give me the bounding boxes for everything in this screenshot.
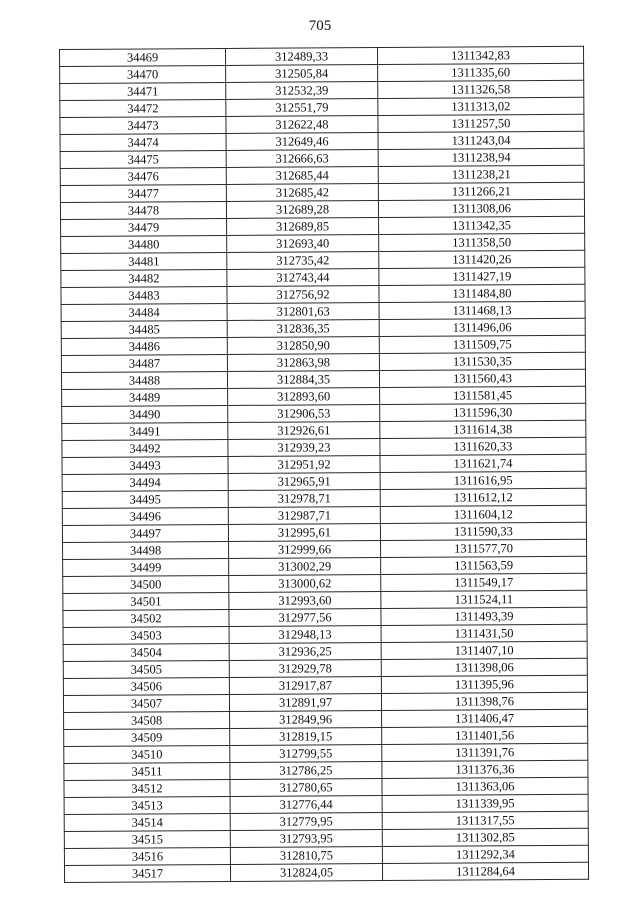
y-coordinate-cell: 1311326,58 (378, 80, 584, 98)
point-number-cell: 34477 (60, 184, 226, 202)
x-coordinate-cell: 312891,97 (229, 694, 381, 712)
page-number: 705 (308, 18, 332, 34)
x-coordinate-cell: 312799,55 (230, 745, 382, 763)
point-number-cell: 34507 (63, 694, 229, 712)
point-number-cell: 34478 (60, 201, 226, 219)
y-coordinate-cell: 1311363,06 (382, 777, 588, 795)
point-number-cell: 34502 (63, 609, 229, 627)
y-coordinate-cell: 1311496,06 (379, 318, 585, 336)
x-coordinate-cell: 312978,71 (228, 490, 380, 508)
point-number-cell: 34496 (62, 507, 228, 525)
point-number-cell: 34516 (64, 847, 230, 865)
x-coordinate-cell: 312995,61 (228, 524, 380, 542)
x-coordinate-cell: 312977,56 (229, 609, 381, 627)
y-coordinate-cell: 1311342,35 (379, 216, 585, 234)
y-coordinate-cell: 1311313,02 (378, 97, 584, 115)
x-coordinate-cell: 312819,15 (230, 728, 382, 746)
y-coordinate-cell: 1311317,55 (382, 811, 588, 829)
point-number-cell: 34493 (62, 456, 228, 474)
point-number-cell: 34474 (60, 133, 226, 151)
x-coordinate-cell: 312532,39 (226, 82, 378, 100)
point-number-cell: 34480 (61, 235, 227, 253)
x-coordinate-cell: 312666,63 (226, 150, 378, 168)
y-coordinate-cell: 1311524,11 (381, 590, 587, 608)
x-coordinate-cell: 312810,75 (230, 847, 382, 865)
y-coordinate-cell: 1311266,21 (378, 182, 584, 200)
y-coordinate-cell: 1311616,95 (380, 471, 586, 489)
y-coordinate-cell: 1311407,10 (381, 641, 587, 659)
point-number-cell: 34484 (61, 303, 227, 321)
y-coordinate-cell: 1311308,06 (378, 199, 584, 217)
x-coordinate-cell: 312801,63 (227, 303, 379, 321)
x-coordinate-cell: 312649,46 (226, 133, 378, 151)
y-coordinate-cell: 1311493,39 (381, 607, 587, 625)
y-coordinate-cell: 1311398,06 (381, 658, 587, 676)
x-coordinate-cell: 312780,65 (230, 779, 382, 797)
y-coordinate-cell: 1311620,33 (380, 437, 586, 455)
y-coordinate-cell: 1311284,64 (382, 862, 588, 880)
point-number-cell: 34512 (64, 779, 230, 797)
point-number-cell: 34498 (63, 541, 229, 559)
point-number-cell: 34499 (63, 558, 229, 576)
point-number-cell: 34494 (62, 473, 228, 491)
point-number-cell: 34470 (60, 65, 226, 83)
point-number-cell: 34488 (61, 371, 227, 389)
x-coordinate-cell: 312893,60 (228, 388, 380, 406)
y-coordinate-cell: 1311358,50 (379, 233, 585, 251)
y-coordinate-cell: 1311342,83 (377, 46, 583, 64)
x-coordinate-cell: 312824,05 (230, 864, 382, 882)
x-coordinate-cell: 312689,85 (227, 218, 379, 236)
x-coordinate-cell: 312948,13 (229, 626, 381, 644)
x-coordinate-cell: 312756,92 (227, 286, 379, 304)
x-coordinate-cell: 312936,25 (229, 643, 381, 661)
point-number-cell: 34515 (64, 830, 230, 848)
point-number-cell: 34483 (61, 286, 227, 304)
point-number-cell: 34479 (61, 218, 227, 236)
y-coordinate-cell: 1311292,34 (382, 845, 588, 863)
x-coordinate-cell: 312999,66 (229, 541, 381, 559)
table-row (64, 862, 588, 882)
y-coordinate-cell: 1311398,76 (381, 692, 587, 710)
point-number-cell: 34481 (61, 252, 227, 270)
point-number-cell: 34490 (62, 405, 228, 423)
y-coordinate-cell: 1311427,19 (379, 267, 585, 285)
point-number-cell: 34506 (63, 677, 229, 695)
point-number-cell: 34503 (63, 626, 229, 644)
point-number-cell: 34472 (60, 99, 226, 117)
y-coordinate-cell: 1311391,76 (382, 743, 588, 761)
y-coordinate-cell: 1311612,12 (380, 488, 586, 506)
point-number-cell: 34511 (64, 762, 230, 780)
point-number-cell: 34482 (61, 269, 227, 287)
point-number-cell: 34489 (62, 388, 228, 406)
point-number-cell: 34509 (64, 728, 230, 746)
x-coordinate-cell: 312929,78 (229, 660, 381, 678)
y-coordinate-cell: 1311238,94 (378, 148, 584, 166)
y-coordinate-cell: 1311257,50 (378, 114, 584, 132)
coordinates-table-container (59, 49, 584, 883)
y-coordinate-cell: 1311560,43 (379, 369, 585, 387)
x-coordinate-cell: 312836,35 (227, 320, 379, 338)
point-number-cell: 34500 (63, 575, 229, 593)
y-coordinate-cell: 1311604,12 (380, 505, 586, 523)
point-number-cell: 34485 (61, 320, 227, 338)
x-coordinate-cell: 312951,92 (228, 456, 380, 474)
x-coordinate-cell: 312906,53 (228, 405, 380, 423)
x-coordinate-cell: 312551,79 (226, 99, 378, 117)
y-coordinate-cell: 1311530,35 (379, 352, 585, 370)
x-coordinate-cell: 312965,91 (228, 473, 380, 491)
y-coordinate-cell: 1311420,26 (379, 250, 585, 268)
y-coordinate-cell: 1311549,17 (381, 573, 587, 591)
y-coordinate-cell: 1311376,36 (382, 760, 588, 778)
x-coordinate-cell: 312786,25 (230, 762, 382, 780)
y-coordinate-cell: 1311509,75 (379, 335, 585, 353)
y-coordinate-cell: 1311431,50 (381, 624, 587, 642)
y-coordinate-cell: 1311596,30 (380, 403, 586, 421)
y-coordinate-cell: 1311621,74 (380, 454, 586, 472)
x-coordinate-cell: 312693,40 (227, 235, 379, 253)
x-coordinate-cell: 312793,95 (230, 830, 382, 848)
y-coordinate-cell: 1311401,56 (382, 726, 588, 744)
y-coordinate-cell: 1311395,96 (381, 675, 587, 693)
y-coordinate-cell: 1311302,85 (382, 828, 588, 846)
x-coordinate-cell: 313002,29 (229, 558, 381, 576)
x-coordinate-cell: 312622,48 (226, 116, 378, 134)
coordinates-table-body (60, 46, 589, 882)
y-coordinate-cell: 1311238,21 (378, 165, 584, 183)
point-number-cell: 34469 (60, 48, 226, 66)
point-number-cell: 34487 (61, 354, 227, 372)
x-coordinate-cell: 312917,87 (229, 677, 381, 695)
y-coordinate-cell: 1311577,70 (381, 539, 587, 557)
y-coordinate-cell: 1311243,04 (378, 131, 584, 149)
point-number-cell: 34492 (62, 439, 228, 457)
point-number-cell: 34495 (62, 490, 228, 508)
point-number-cell: 34471 (60, 82, 226, 100)
x-coordinate-cell: 312987,71 (228, 507, 380, 525)
point-number-cell: 34491 (62, 422, 228, 440)
point-number-cell: 34517 (64, 864, 230, 882)
y-coordinate-cell: 1311581,45 (380, 386, 586, 404)
x-coordinate-cell: 312850,90 (227, 337, 379, 355)
point-number-cell: 34513 (64, 796, 230, 814)
x-coordinate-cell: 312926,61 (228, 422, 380, 440)
point-number-cell: 34497 (62, 524, 228, 542)
point-number-cell: 34510 (64, 745, 230, 763)
x-coordinate-cell: 313000,62 (229, 575, 381, 593)
x-coordinate-cell: 312884,35 (227, 371, 379, 389)
x-coordinate-cell: 312993,60 (229, 592, 381, 610)
y-coordinate-cell: 1311468,13 (379, 301, 585, 319)
y-coordinate-cell: 1311406,47 (382, 709, 588, 727)
x-coordinate-cell: 312776,44 (230, 796, 382, 814)
y-coordinate-cell: 1311614,38 (380, 420, 586, 438)
y-coordinate-cell: 1311484,80 (379, 284, 585, 302)
point-number-cell: 34486 (61, 337, 227, 355)
coordinates-table (59, 46, 589, 883)
y-coordinate-cell: 1311339,95 (382, 794, 588, 812)
x-coordinate-cell: 312779,95 (230, 813, 382, 831)
x-coordinate-cell: 312685,44 (226, 167, 378, 185)
point-number-cell: 34514 (64, 813, 230, 831)
x-coordinate-cell: 312863,98 (227, 354, 379, 372)
point-number-cell: 34505 (63, 660, 229, 678)
x-coordinate-cell: 312735,42 (227, 252, 379, 270)
x-coordinate-cell: 312743,44 (227, 269, 379, 287)
point-number-cell: 34501 (63, 592, 229, 610)
point-number-cell: 34476 (60, 167, 226, 185)
point-number-cell: 34473 (60, 116, 226, 134)
point-number-cell: 34508 (64, 711, 230, 729)
y-coordinate-cell: 1311563,59 (381, 556, 587, 574)
point-number-cell: 34504 (63, 643, 229, 661)
y-coordinate-cell: 1311590,33 (380, 522, 586, 540)
x-coordinate-cell: 312689,28 (226, 201, 378, 219)
x-coordinate-cell: 312505,84 (226, 65, 378, 83)
x-coordinate-cell: 312489,33 (225, 48, 377, 66)
x-coordinate-cell: 312685,42 (226, 184, 378, 202)
point-number-cell: 34475 (60, 150, 226, 168)
x-coordinate-cell: 312849,96 (230, 711, 382, 729)
y-coordinate-cell: 1311335,60 (378, 63, 584, 81)
x-coordinate-cell: 312939,23 (228, 439, 380, 457)
